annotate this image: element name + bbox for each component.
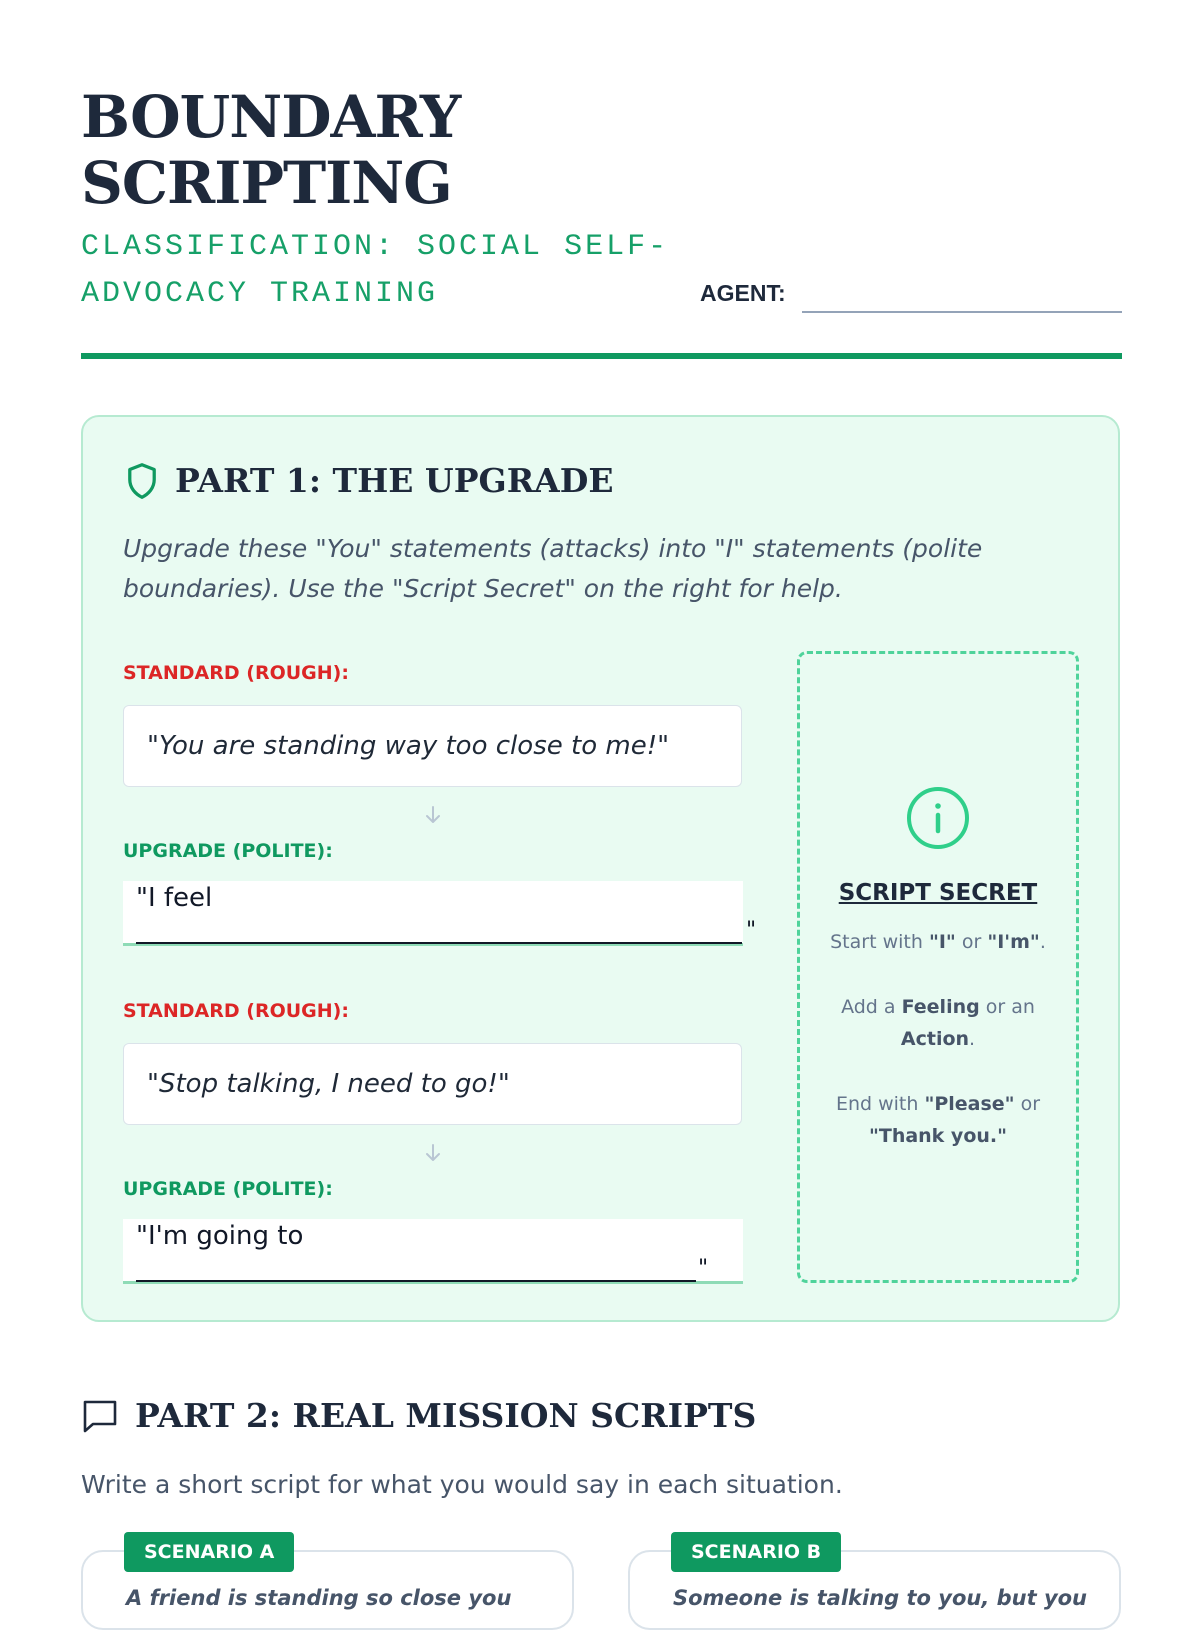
scenario-tag-b: SCENARIO B — [671, 1532, 841, 1572]
part1-instructions: Upgrade these "You" statements (attacks) into "I" statements (polite boundaries). Use the "Script Secret" on the right for help. — [123, 534, 983, 603]
part2-heading — [81, 1396, 756, 1435]
answer-blank-line — [136, 1280, 696, 1282]
header-divider — [81, 353, 1122, 359]
end-quote: " — [746, 918, 757, 943]
polite-answer-field[interactable] — [123, 1219, 743, 1284]
polite-label: UPGRADE (POLITE): — [123, 1178, 333, 1200]
scenario-text-a: A friend is standing so close you — [126, 1586, 512, 1610]
polite-prompt: "I'm going to — [136, 1221, 304, 1251]
info-icon — [905, 785, 971, 851]
title-line-2: SCRIPTING — [81, 149, 452, 217]
polite-label: UPGRADE (POLITE): — [123, 840, 333, 862]
arrow-down-icon — [422, 804, 444, 826]
classification-label: CLASSIFICATION: SOCIAL SELF-ADVOCACY TRAINING — [81, 230, 670, 311]
answer-blank-line — [136, 942, 742, 944]
agent-name-field[interactable] — [802, 311, 1122, 313]
title-line-1: BOUNDARY — [81, 83, 461, 151]
part2-title: PART 2: REAL MISSION SCRIPTS — [135, 1396, 757, 1435]
speech-bubble-icon — [81, 1398, 119, 1434]
script-secret-box — [797, 651, 1079, 1283]
end-quote: " — [698, 1256, 709, 1281]
shield-icon — [125, 462, 159, 500]
arrow-down-icon — [422, 1142, 444, 1164]
secret-tip-2: Add a Feeling or an Action. — [841, 996, 1035, 1050]
part1-heading — [125, 461, 614, 500]
rough-label: STANDARD (ROUGH): — [123, 662, 349, 684]
polite-prompt: "I feel — [136, 883, 213, 913]
secret-tip-3: End with "Please" or "Thank you." — [835, 1093, 1041, 1147]
part2-instructions: Write a short script for what you would say in each situation. — [81, 1470, 843, 1499]
polite-answer-field[interactable] — [123, 881, 743, 946]
script-secret-title: SCRIPT SECRET — [838, 880, 1038, 906]
secret-tip-1: Start with "I" or "I'm". — [830, 931, 1046, 953]
scenario-tag-a: SCENARIO A — [124, 1532, 294, 1572]
rough-statement: "You are standing way too close to me!" — [147, 731, 670, 761]
rough-statement-box — [123, 1043, 742, 1125]
rough-statement: "Stop talking, I need to go!" — [147, 1069, 510, 1099]
rough-statement-box — [123, 705, 742, 787]
agent-label: AGENT: — [700, 280, 786, 306]
scenario-text-b: Someone is talking to you, but you — [673, 1586, 1088, 1610]
page-title — [81, 84, 460, 216]
part1-title: PART 1: THE UPGRADE — [175, 461, 614, 500]
rough-label: STANDARD (ROUGH): — [123, 1000, 349, 1022]
